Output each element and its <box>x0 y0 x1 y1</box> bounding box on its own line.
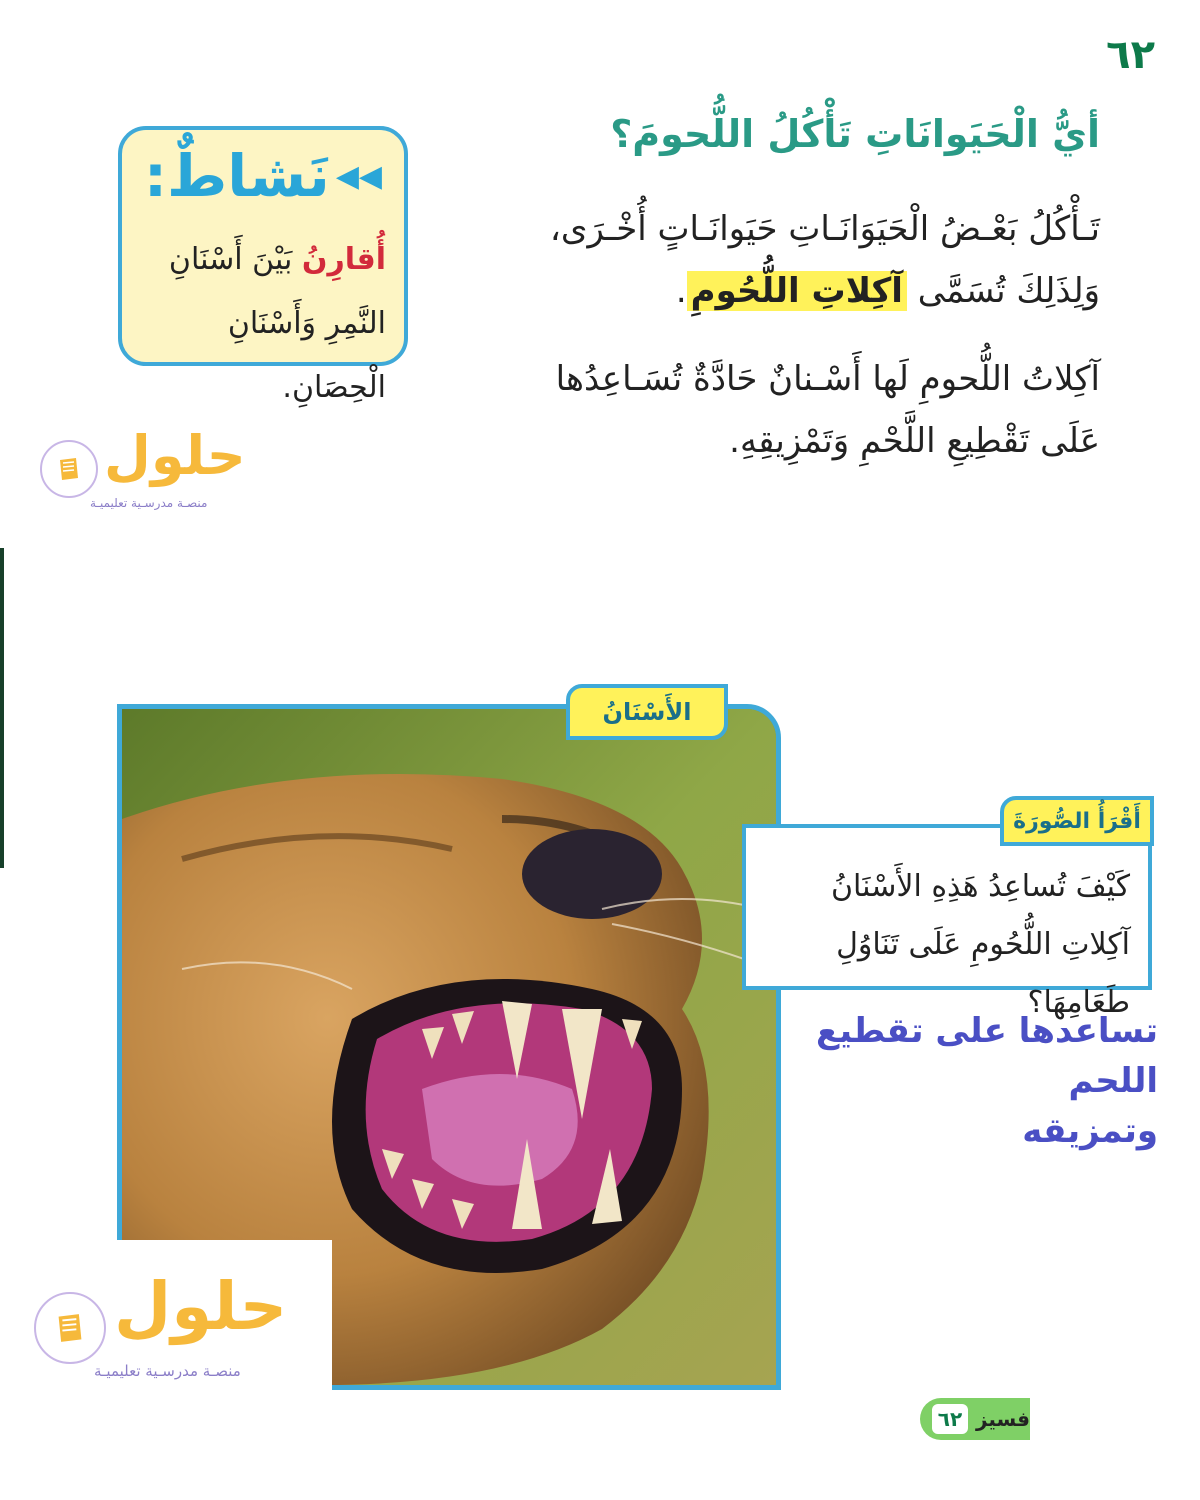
page-number: ٦٢ <box>1106 32 1155 78</box>
answer-line-2: وتمزيقه <box>1022 1111 1158 1151</box>
activity-text <box>136 228 386 420</box>
read-picture-box <box>742 824 1152 1020</box>
footer-page-number: ٦٢ <box>932 1404 968 1434</box>
logo-circle-icon <box>40 440 98 498</box>
teeth-label: الأَسْنَانُ <box>566 684 728 740</box>
activity-verb: أُقارِنُ <box>301 242 386 277</box>
activity-title-text: نَشاطٌ: <box>143 142 330 210</box>
activity-box <box>118 126 408 405</box>
read-picture-question: كَيْفَ تُساعِدُ هَذِهِ الأَسْنَانُ آكِلاتِ اللُّحُومِ عَلَى تَنَاوُلِ طَعَامِهَا؟ <box>831 869 1130 1020</box>
read-picture-tab: أَقْرَأُ الصُّورَةَ <box>1000 796 1154 846</box>
logo-word: حلول <box>114 1268 288 1345</box>
highlighted-term: آكِلاتِ اللُّحُومِ <box>687 271 907 311</box>
logo-circle-icon <box>34 1292 106 1364</box>
hulul-logo-small <box>40 424 246 520</box>
answer-line-1: تساعدها على تقطيع اللحم <box>816 1011 1158 1101</box>
footer-tag <box>920 1398 1030 1440</box>
page-edge-bar <box>0 548 4 868</box>
footer-word: فسيز <box>975 1407 1030 1431</box>
arrows-icon: ◀◀ <box>335 158 382 194</box>
handwritten-answer <box>778 1006 1158 1156</box>
activity-title <box>144 142 382 210</box>
lesson-paragraph-1 <box>490 198 1100 322</box>
activity-body: بَيْنَ أَسْنَانِ النَّمِرِ وَأَسْنَانِ الْحِصَانِ. <box>168 242 386 405</box>
paragraph-text: تَـأْكُلُ بَعْـضُ الْحَيَوَانَـاتِ حَيَوانَـاتٍ أُخْـرَى، وَلِذَلِكَ تُسَمَّى <box>549 209 1100 311</box>
lesson-paragraph-2: آكِلاتُ اللُّحومِ لَها أَسْـنانٌ حَادَّةٌ تُسَـاعِدُها عَلَى تَقْطِيعِ اللَّحْمِ وَتَمْزِيقِهِ. <box>555 359 1100 461</box>
logo-word: حلول <box>104 424 246 487</box>
paragraph-end: . <box>675 271 687 311</box>
hulul-logo-large <box>34 1268 288 1388</box>
logo-subtitle: منصـة مدرسـية تعليميـة <box>94 1362 241 1380</box>
lesson-heading: أيُّ الْحَيَوانَاتِ تَأْكُلُ اللُّحومَ؟ <box>610 112 1100 156</box>
logo-subtitle: منصـة مدرسـية تعليميـة <box>90 496 208 510</box>
